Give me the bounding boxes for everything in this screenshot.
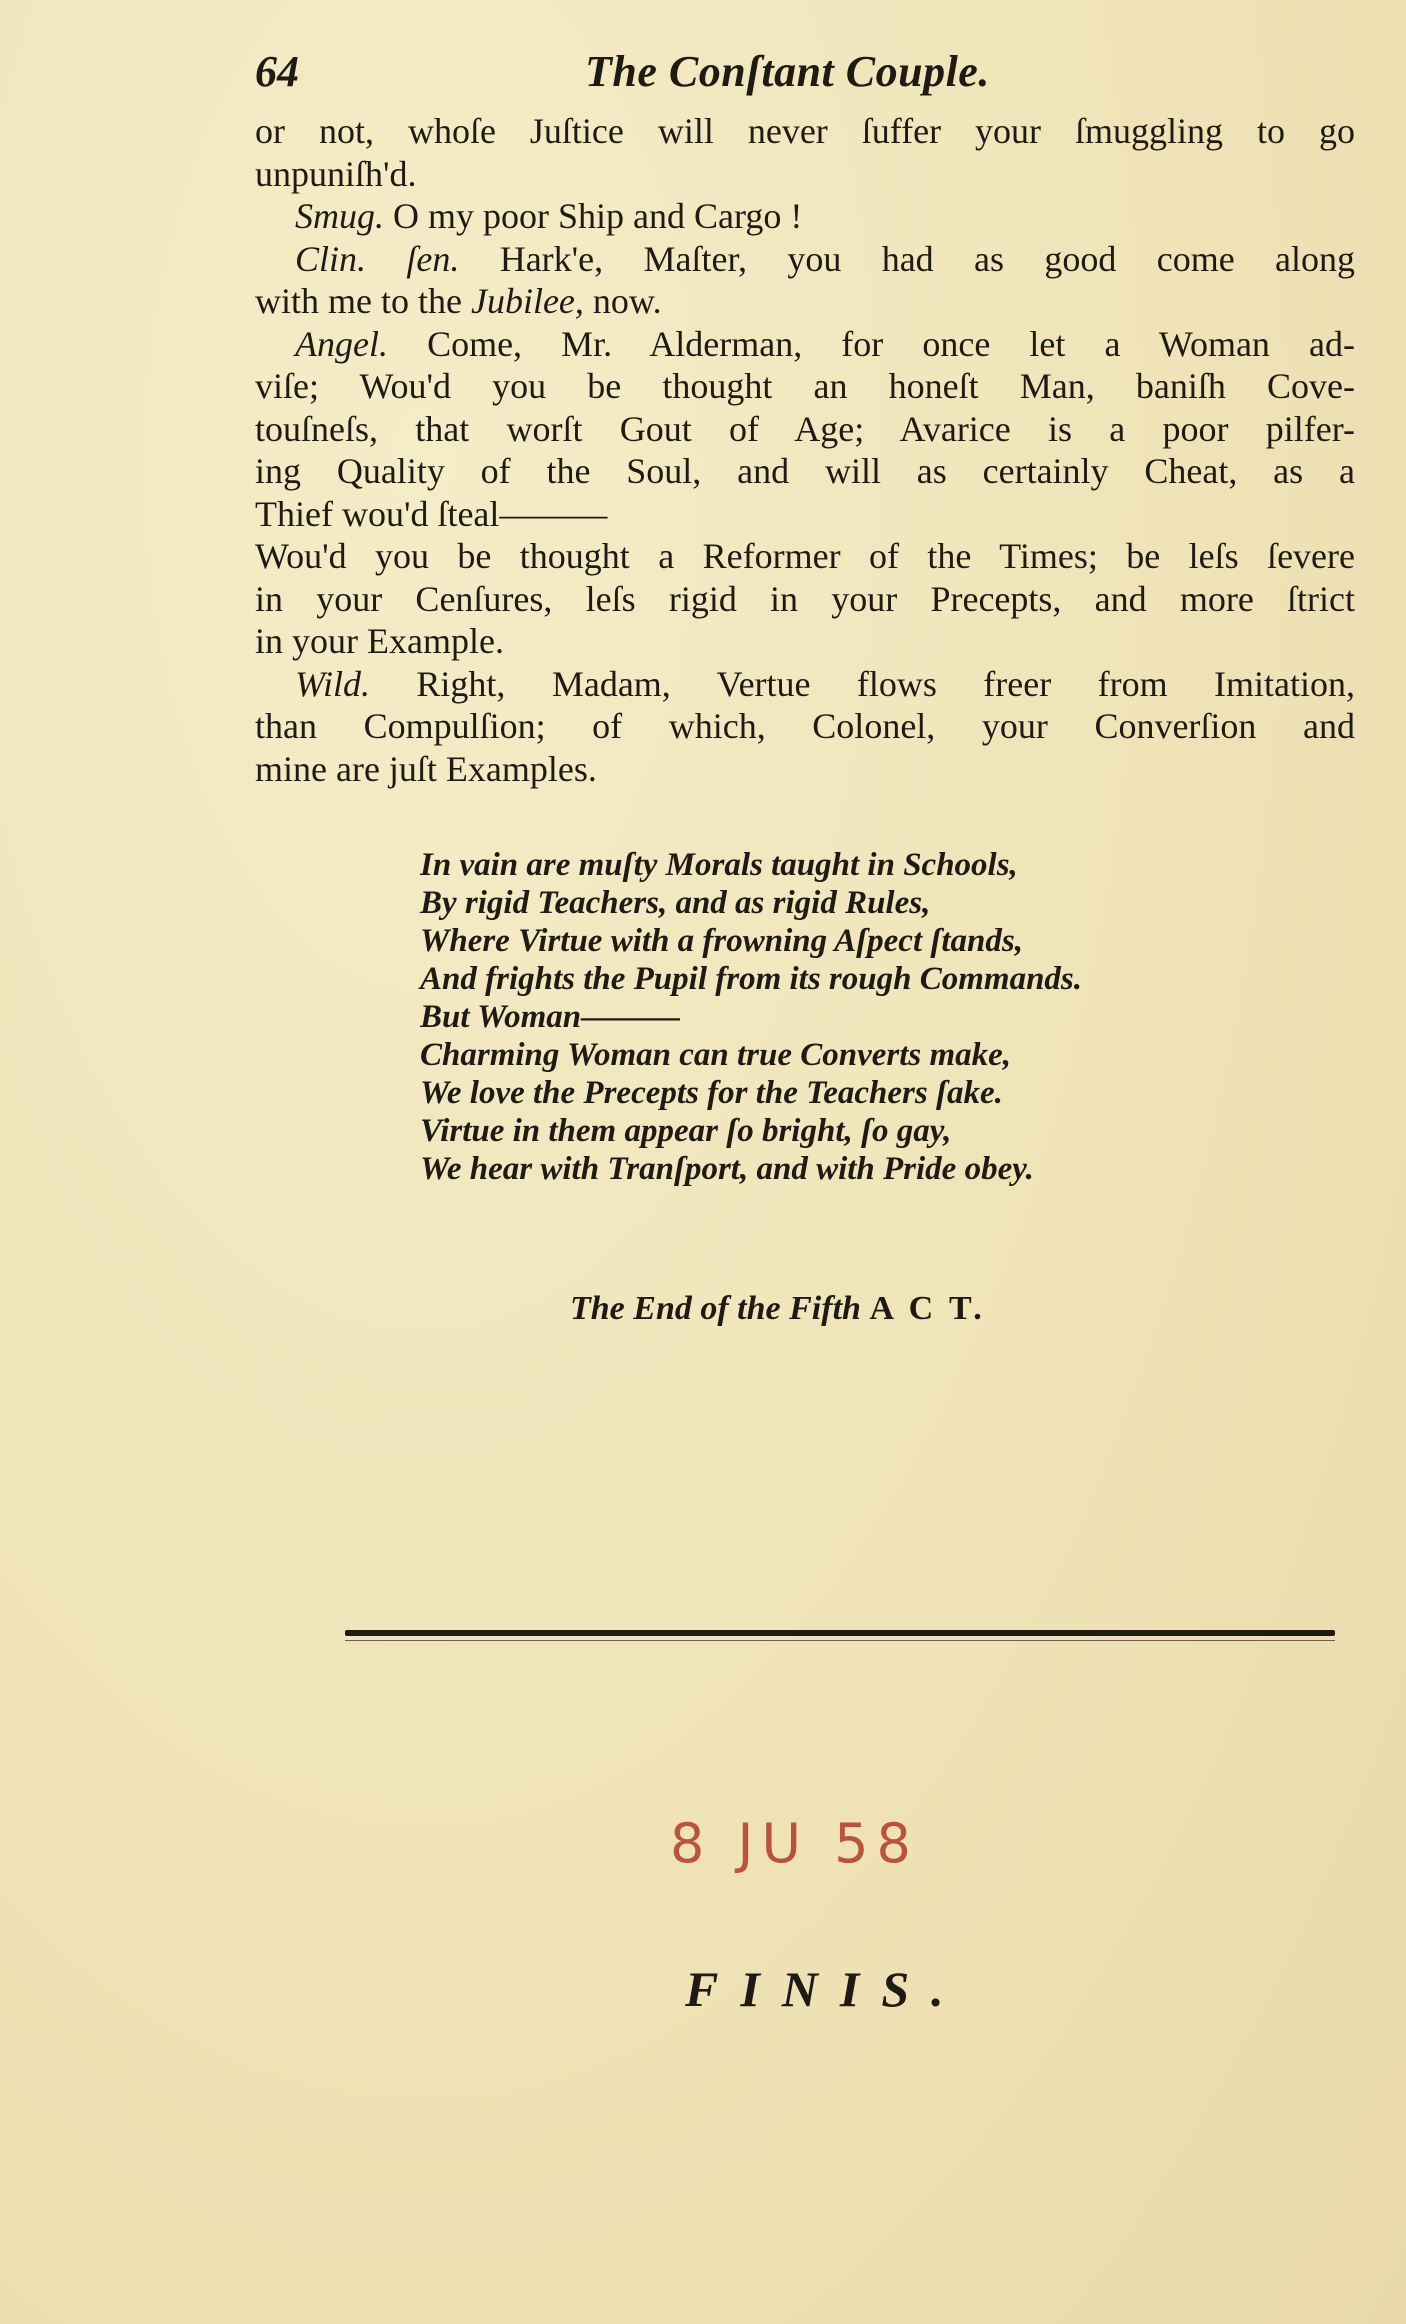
prose-line [255, 578, 1355, 621]
verse-line: By rigid Teachers, and as rigid Rules, [420, 885, 931, 921]
prose-text: unpuniſh'd. [255, 153, 417, 194]
verse-line: We love the Precepts for the Teachers ſake. [420, 1075, 1003, 1111]
prose-text: Come, Mr. Alderman, for once let a Woman ad- [387, 323, 1355, 364]
prose-line [255, 535, 1355, 578]
verse-line: We hear with Tranſport, and with Pride obey. [420, 1151, 1034, 1187]
prose-line [255, 408, 1355, 451]
prose-line [255, 705, 1355, 748]
library-date-stamp: 8 JU 58 [670, 1812, 919, 1875]
prose-line [255, 450, 1355, 493]
prose-text: Wou'd you be thought a Reformer of the Times; be leſs ſevere [255, 536, 1355, 576]
speaker-name: Wild. [295, 663, 371, 704]
verse-line: And frights the Pupil from its rough Commands. [420, 961, 1083, 997]
prose-text: ing Quality of the Soul, and will as certainly Cheat, as a [255, 451, 1355, 491]
horizontal-rule [345, 1630, 1335, 1636]
verse-line: But Woman——— [420, 999, 681, 1035]
prose-text: O my poor Ship and Cargo ! [384, 196, 803, 236]
prose-line [255, 153, 1355, 196]
end-of-act-caps: A C T. [869, 1290, 986, 1327]
end-of-act-italic: The End of the Fifth [570, 1290, 861, 1327]
prose-text: Right, Madam, Vertue flows freer from Imitation, [370, 663, 1355, 704]
prose-line [255, 620, 1355, 663]
prose-text: touſneſs, that worſt Gout of Age; Avarice is a poor pilfer- [255, 408, 1355, 449]
prose-text: Thief wou'd ſteal——— [255, 493, 608, 534]
dialogue-text [255, 110, 1355, 790]
prose-line [255, 195, 1355, 238]
page-header [255, 46, 1365, 102]
verse-line: Where Virtue with a frowning Aſpect ſtands, [420, 923, 1023, 959]
prose-line [255, 323, 1355, 366]
verse-line: Virtue in them appear ſo bright, ſo gay, [420, 1113, 952, 1149]
prose-text: than Compulſion; of which, Colonel, your Converſion and [255, 706, 1355, 746]
speaker-name: Smug. [295, 196, 384, 236]
prose-text: Hark'e, Maſter, you had as good come along [459, 238, 1356, 279]
prose-line [255, 238, 1355, 281]
prose-text: or not, whoſe Juſtice will never ſuffer your ſmuggling to go [255, 111, 1355, 151]
prose-text: viſe; Wou'd you be thought an honeſt Man, baniſh Cove- [255, 366, 1355, 406]
prose-line [255, 748, 1355, 791]
prose-text: in your Cenſures, leſs rigid in your Precepts, and more ſtrict [255, 578, 1355, 619]
verse-line: In vain are muſty Morals taught in Schools, [420, 847, 1018, 883]
prose-line [255, 110, 1355, 153]
closing-verse [420, 846, 1320, 1188]
end-of-act-line [570, 1290, 986, 1328]
prose-text: mine are juſt Examples. [255, 748, 597, 789]
italic-term: Jubilee, [470, 281, 584, 321]
speaker-name: Angel. [295, 323, 388, 364]
horizontal-rule-thin [345, 1640, 1335, 1641]
prose-text: with me to the [255, 281, 471, 321]
page-number: 64 [255, 47, 299, 96]
prose-line [255, 663, 1355, 706]
verse-line: Charming Woman can true Converts make, [420, 1037, 1012, 1073]
prose-line [255, 365, 1355, 408]
finis-heading: FINIS. [685, 1961, 966, 2017]
prose-text: in your Example. [255, 621, 504, 661]
prose-text-tail: now. [583, 281, 662, 321]
prose-line [255, 280, 1355, 323]
running-title: The Conſtant Couple. [585, 47, 990, 96]
prose-line [255, 493, 1355, 536]
speaker-name: Clin. ſen. [295, 238, 460, 279]
